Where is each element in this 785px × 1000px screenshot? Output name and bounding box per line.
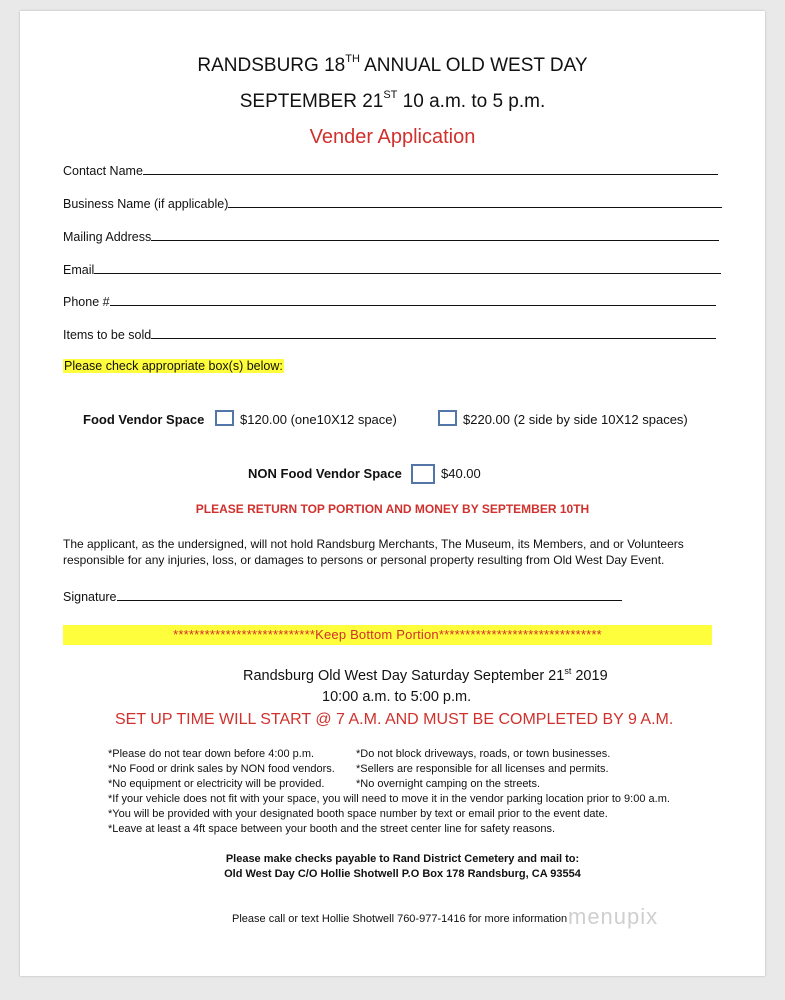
- signature-field[interactable]: [63, 589, 622, 604]
- field-line: [151, 327, 716, 339]
- food-vendor-120-label: $120.00 (one10X12 space): [240, 412, 397, 427]
- food-vendor-220-label: $220.00 (2 side by side 10X12 spaces): [463, 412, 688, 427]
- food-vendor-label: Food Vendor Space: [83, 412, 205, 427]
- title-line-1: [20, 55, 765, 77]
- stars-left: ***************************: [173, 627, 316, 642]
- form-subtitle: Vender Application: [309, 126, 476, 148]
- non-food-vendor-label: NON Food Vendor Space: [248, 466, 402, 481]
- title-sup: TH: [345, 53, 360, 65]
- return-notice: PLEASE RETURN TOP PORTION AND MONEY BY SEPTEMBER 10TH: [195, 502, 590, 516]
- check-prompt: Please check appropriate box(s) below:: [64, 359, 283, 373]
- disclaimer-line-2: responsible for any injuries, loss, or damages to persons or personal property resulting from Old West Day Event.: [63, 553, 665, 567]
- field-line: [94, 262, 721, 274]
- date-text: SEPTEMBER 21: [239, 91, 384, 112]
- field-label: Phone #: [63, 295, 110, 309]
- field-line: [117, 589, 622, 601]
- contact-info: Please call or text Hollie Shotwell 760-977-1416 for more information: [232, 913, 568, 925]
- keep-bottom-text: Keep Bottom Portion: [315, 627, 439, 642]
- field-label: Mailing Address: [63, 230, 152, 244]
- field-label: Items to be sold: [63, 328, 152, 342]
- payment-line-2: Old West Day C/O Hollie Shotwell P.O Box 178 Randsburg, CA 93554: [224, 868, 581, 880]
- date-sup: ST: [383, 89, 398, 101]
- items-sold-field[interactable]: [63, 327, 716, 342]
- food-vendor-220-checkbox[interactable]: [438, 410, 457, 426]
- email-field[interactable]: [63, 262, 721, 277]
- field-label: Business Name (if applicable): [63, 197, 229, 211]
- rule-item: *Sellers are responsible for all licenses and permits.: [356, 763, 609, 775]
- field-line: [228, 196, 722, 208]
- rule-item: *No overnight camping on the streets.: [356, 778, 541, 790]
- field-line: [143, 163, 718, 175]
- rule-item: *No Food or drink sales by NON food vendors.: [108, 763, 335, 775]
- event-date-text: Randsburg Old West Day Saturday September 21: [243, 668, 565, 684]
- disclaimer-line-1: The applicant, as the undersigned, will not hold Randsburg Merchants, The Museum, its Members, and or Volunteers: [63, 537, 684, 551]
- field-label: Contact Name: [63, 164, 143, 178]
- field-line: [151, 229, 719, 241]
- title-line-2: [20, 91, 765, 113]
- event-hours: 10:00 a.m. to 5:00 p.m.: [322, 689, 472, 705]
- event-date-sup: st: [564, 666, 572, 676]
- title-text: RANDSBURG 18: [197, 55, 346, 76]
- field-line: [110, 294, 716, 306]
- rule-item: *You will be provided with your designated booth space number by text or email prior to the event date.: [108, 808, 608, 820]
- rule-item: *Leave at least a 4ft space between your booth and the street center line for safety reasons.: [108, 823, 555, 835]
- rule-item: *Please do not tear down before 4:00 p.m.: [108, 748, 315, 760]
- setup-notice: SET UP TIME WILL START @ 7 A.M. AND MUST BE COMPLETED BY 9 A.M.: [115, 711, 674, 728]
- watermark-logo: menupix: [568, 904, 659, 929]
- rule-item: *Do not block driveways, roads, or town businesses.: [356, 748, 611, 760]
- title-text-rest: ANNUAL OLD WEST DAY: [359, 55, 588, 76]
- phone-field[interactable]: [63, 294, 716, 309]
- non-food-vendor-price: $40.00: [441, 466, 481, 481]
- stars-right: *******************************: [438, 627, 602, 642]
- non-food-vendor-checkbox[interactable]: [411, 464, 435, 484]
- event-year: 2019: [571, 668, 608, 684]
- mailing-address-field[interactable]: [63, 229, 719, 244]
- keep-bottom-banner: [63, 625, 712, 645]
- document-page: [20, 11, 765, 976]
- date-text-rest: 10 a.m. to 5 p.m.: [397, 91, 546, 112]
- field-label: Signature: [63, 590, 117, 604]
- business-name-field[interactable]: [63, 196, 722, 211]
- food-vendor-120-checkbox[interactable]: [215, 410, 234, 426]
- rule-item: *If your vehicle does not fit with your space, you will need to move it in the vendor parking location prior to 9:00 a.m.: [108, 793, 670, 805]
- contact-name-field[interactable]: [63, 163, 718, 178]
- event-date-line: [243, 668, 608, 684]
- payment-line-1: Please make checks payable to Rand District Cemetery and mail to:: [225, 853, 580, 865]
- field-label: Email: [63, 263, 95, 277]
- rule-item: *No equipment or electricity will be provided.: [108, 778, 325, 790]
